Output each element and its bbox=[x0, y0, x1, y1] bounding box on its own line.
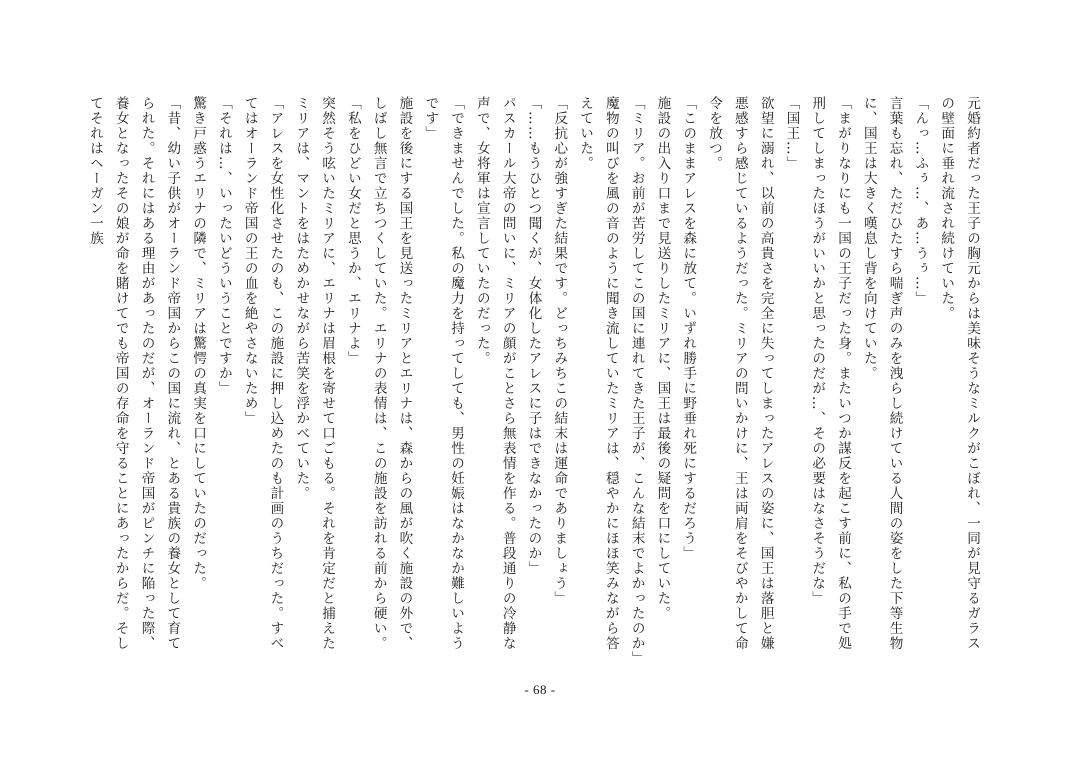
paragraph: 「アレスを女性化させたのも、この施設に押し込めたのも計画のうちだった。すべてはオーランド帝国の王の血を絶やさないため」 bbox=[241, 96, 284, 651]
paragraph: 施設を後にする国王を見送ったミリアとエリナは、森からの風が吹く施設の外で、しばし無言で立ちつくしていた。エリナの表情は、この施設を訪れる前から硬い。 bbox=[370, 96, 413, 651]
paragraph: 「このままアレスを森に放て。いずれ勝手に野垂れ死にするだろう」 bbox=[680, 96, 697, 561]
paragraph: 「私をひどい女だと思うか、エリナよ」 bbox=[344, 96, 361, 366]
vertical-text-body bbox=[86, 96, 984, 666]
paragraph: 施設の出入り口まで見送りしたミリアに、国王は最後の疑問を口にしていた。 bbox=[654, 96, 671, 621]
paragraph: 「国王…」 bbox=[783, 96, 800, 171]
paragraph: 「それは…、いったいどういうことですか」 bbox=[215, 96, 232, 396]
paragraph: 「んっ…ふぅ…、あ…うぅ…」 bbox=[912, 96, 929, 306]
paragraph: 「ミリア。お前が苦労してこの国に連れてきた王子が、こんな結末でよかったのか」 bbox=[628, 96, 645, 666]
page-number: - 68 - bbox=[524, 682, 556, 697]
paragraph: パスカール大帝の問いに、ミリアの顔がことさら無表情を作る。普段通りの冷静な声で、女将軍は宣言していたのだった。 bbox=[473, 96, 516, 651]
paragraph: 「……もうひとつ聞くが、女体化したアレスに子はできなかったのか」 bbox=[525, 96, 542, 576]
paragraph: 「昔、幼い子供がオーランド帝国からこの国に流れ、とある貴族の養女として育てられた。それにはある理由があったのだが、オーランド帝国がピンチに陥った際、養女となったその娘が命を賭けてでも帝国の存命を守ることにあったからだ。そしてそれはヘーガン一族 bbox=[86, 96, 181, 651]
paragraph: 魔物の叫びを風の音のように聞き流していたミリアは、穏やかにほほ笑みながら答えていた。 bbox=[577, 96, 619, 651]
paragraph: 「できませんでした。私の魔力を持ってしても、男性の妊娠はなかなか難しいようです」 bbox=[422, 96, 465, 651]
paragraph: 元婚約者だった王子の胸元からは美味そうなミルクがこぼれ、一同が見守るガラスの壁面に垂れ流され続けていた。 bbox=[938, 96, 980, 651]
paragraph: 「反抗心が強すぎた結果です。どっちみちこの結末は運命でありましょう」 bbox=[551, 96, 568, 606]
paragraph: 「まがりなりにも一国の王子だった身。またいつか謀反を起こす前に、私の手で処刑してしまったほうがいいかと思ったのだが…、その必要はなさそうだな」 bbox=[809, 96, 852, 651]
paragraph: 欲望に溺れ、以前の高貴さを完全に失ってしまったアレスの姿に、国王は落胆と嫌悪感すら感じているようだった。ミリアの問いかけに、王は両肩をそびやかして命令を放つ。 bbox=[706, 96, 774, 651]
paragraph: 突然そう呟いたミリアに、エリナは眉根を寄せて口ごもる。それを肯定だと捕えたミリアは、マントをはためかせながら苦笑を浮かべていた。 bbox=[293, 96, 336, 651]
paragraph: 言葉も忘れ、ただひたすら喘ぎ声のみを洩らし続けている人間の姿をした下等生物に、国王は大きく嘆息し背を向けていた。 bbox=[860, 96, 903, 651]
paragraph: 驚き戸惑うエリナの隣で、ミリアは驚愕の真実を口にしていたのだった。 bbox=[190, 96, 207, 591]
